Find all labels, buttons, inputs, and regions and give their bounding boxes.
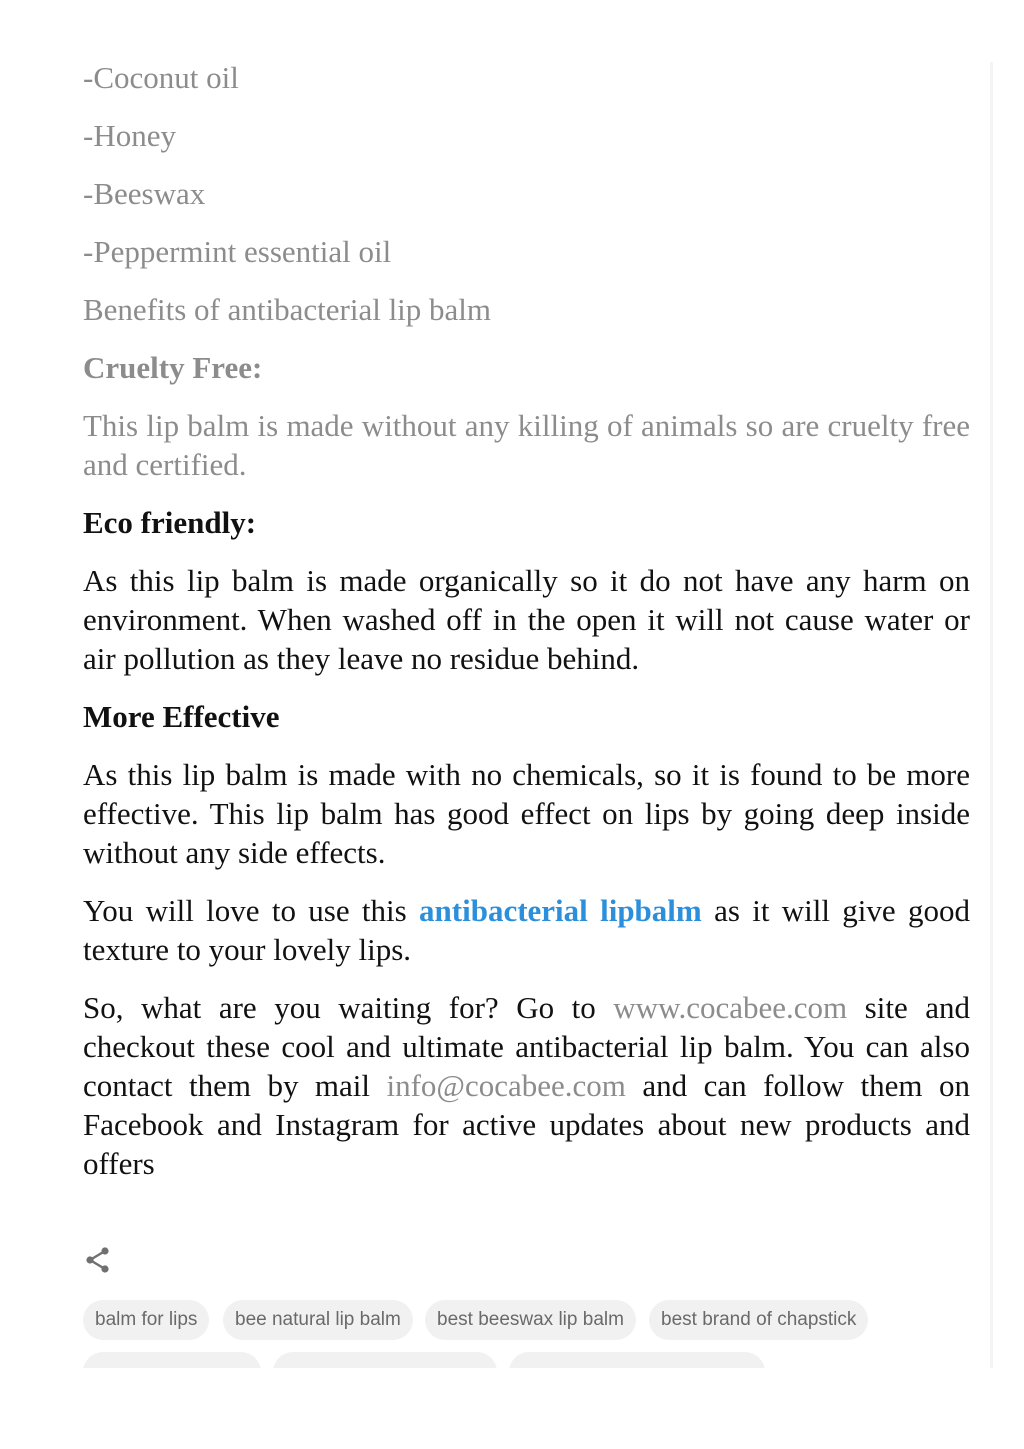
closing-text-part2: site and checkout these cool and ultimate antibacterial lip balm. You can also contact them by mail [83,990,971,1103]
benefits-heading: Benefits of antibacterial lip balm [83,292,492,327]
mail-link[interactable]: info@cocabee.com [386,1068,626,1103]
tag-chip[interactable]: balm for lips [83,1300,209,1340]
more-effective-text: As this lip balm is made with no chemicals, so it is found to be more effective. This lip balm has good effect on lips by going deep inside without any side effects. [83,757,970,870]
ingredient-item: -Peppermint essential oil [83,234,392,269]
eco-friendly-text: As this lip balm is made organically so it do not have any harm on environment. When washed off in the open it will not cause water or air pollution as they leave no residue behind. [83,563,970,676]
more-effective-heading: More Effective [83,699,280,734]
share-icon [84,1246,112,1274]
ingredient-item: -Coconut oil [83,60,239,95]
tag-chip-partial[interactable] [273,1352,497,1368]
ingredient-item: -Honey [83,118,176,153]
closing-paragraph [83,988,970,1183]
card-edge-shadow [990,62,993,1368]
antibacterial-lipbalm-link[interactable]: antibacterial lipbalm [419,893,702,928]
tag-chip[interactable]: bee natural lip balm [223,1300,413,1340]
love-paragraph [83,891,970,969]
cruelty-free-text: This lip balm is made without any killing of animals so are cruelty free and certified. [83,408,970,482]
tag-chip[interactable]: best brand of chapstick [649,1300,868,1340]
closing-text-part3: and can follow them on Facebook and Instagram for active updates about new products and offers [83,1068,970,1181]
tag-list [83,1300,983,1368]
site-link[interactable]: www.cocabee.com [613,990,848,1025]
eco-friendly-heading: Eco friendly: [83,505,257,540]
ingredient-item: -Beeswax [83,176,206,211]
tag-chip-partial[interactable] [83,1352,261,1368]
tag-chip[interactable]: best beeswax lip balm [425,1300,636,1340]
article-body [83,58,970,1202]
closing-text-part1: So, what are you waiting for? Go to [83,990,614,1025]
cruelty-free-heading: Cruelty Free: [83,350,263,385]
love-text-after: as it will give good texture to your lovely lips. [83,893,970,967]
tag-chip-partial[interactable] [509,1352,765,1368]
share-button[interactable] [84,1246,112,1274]
love-text-before: You will love to use this [83,893,420,928]
